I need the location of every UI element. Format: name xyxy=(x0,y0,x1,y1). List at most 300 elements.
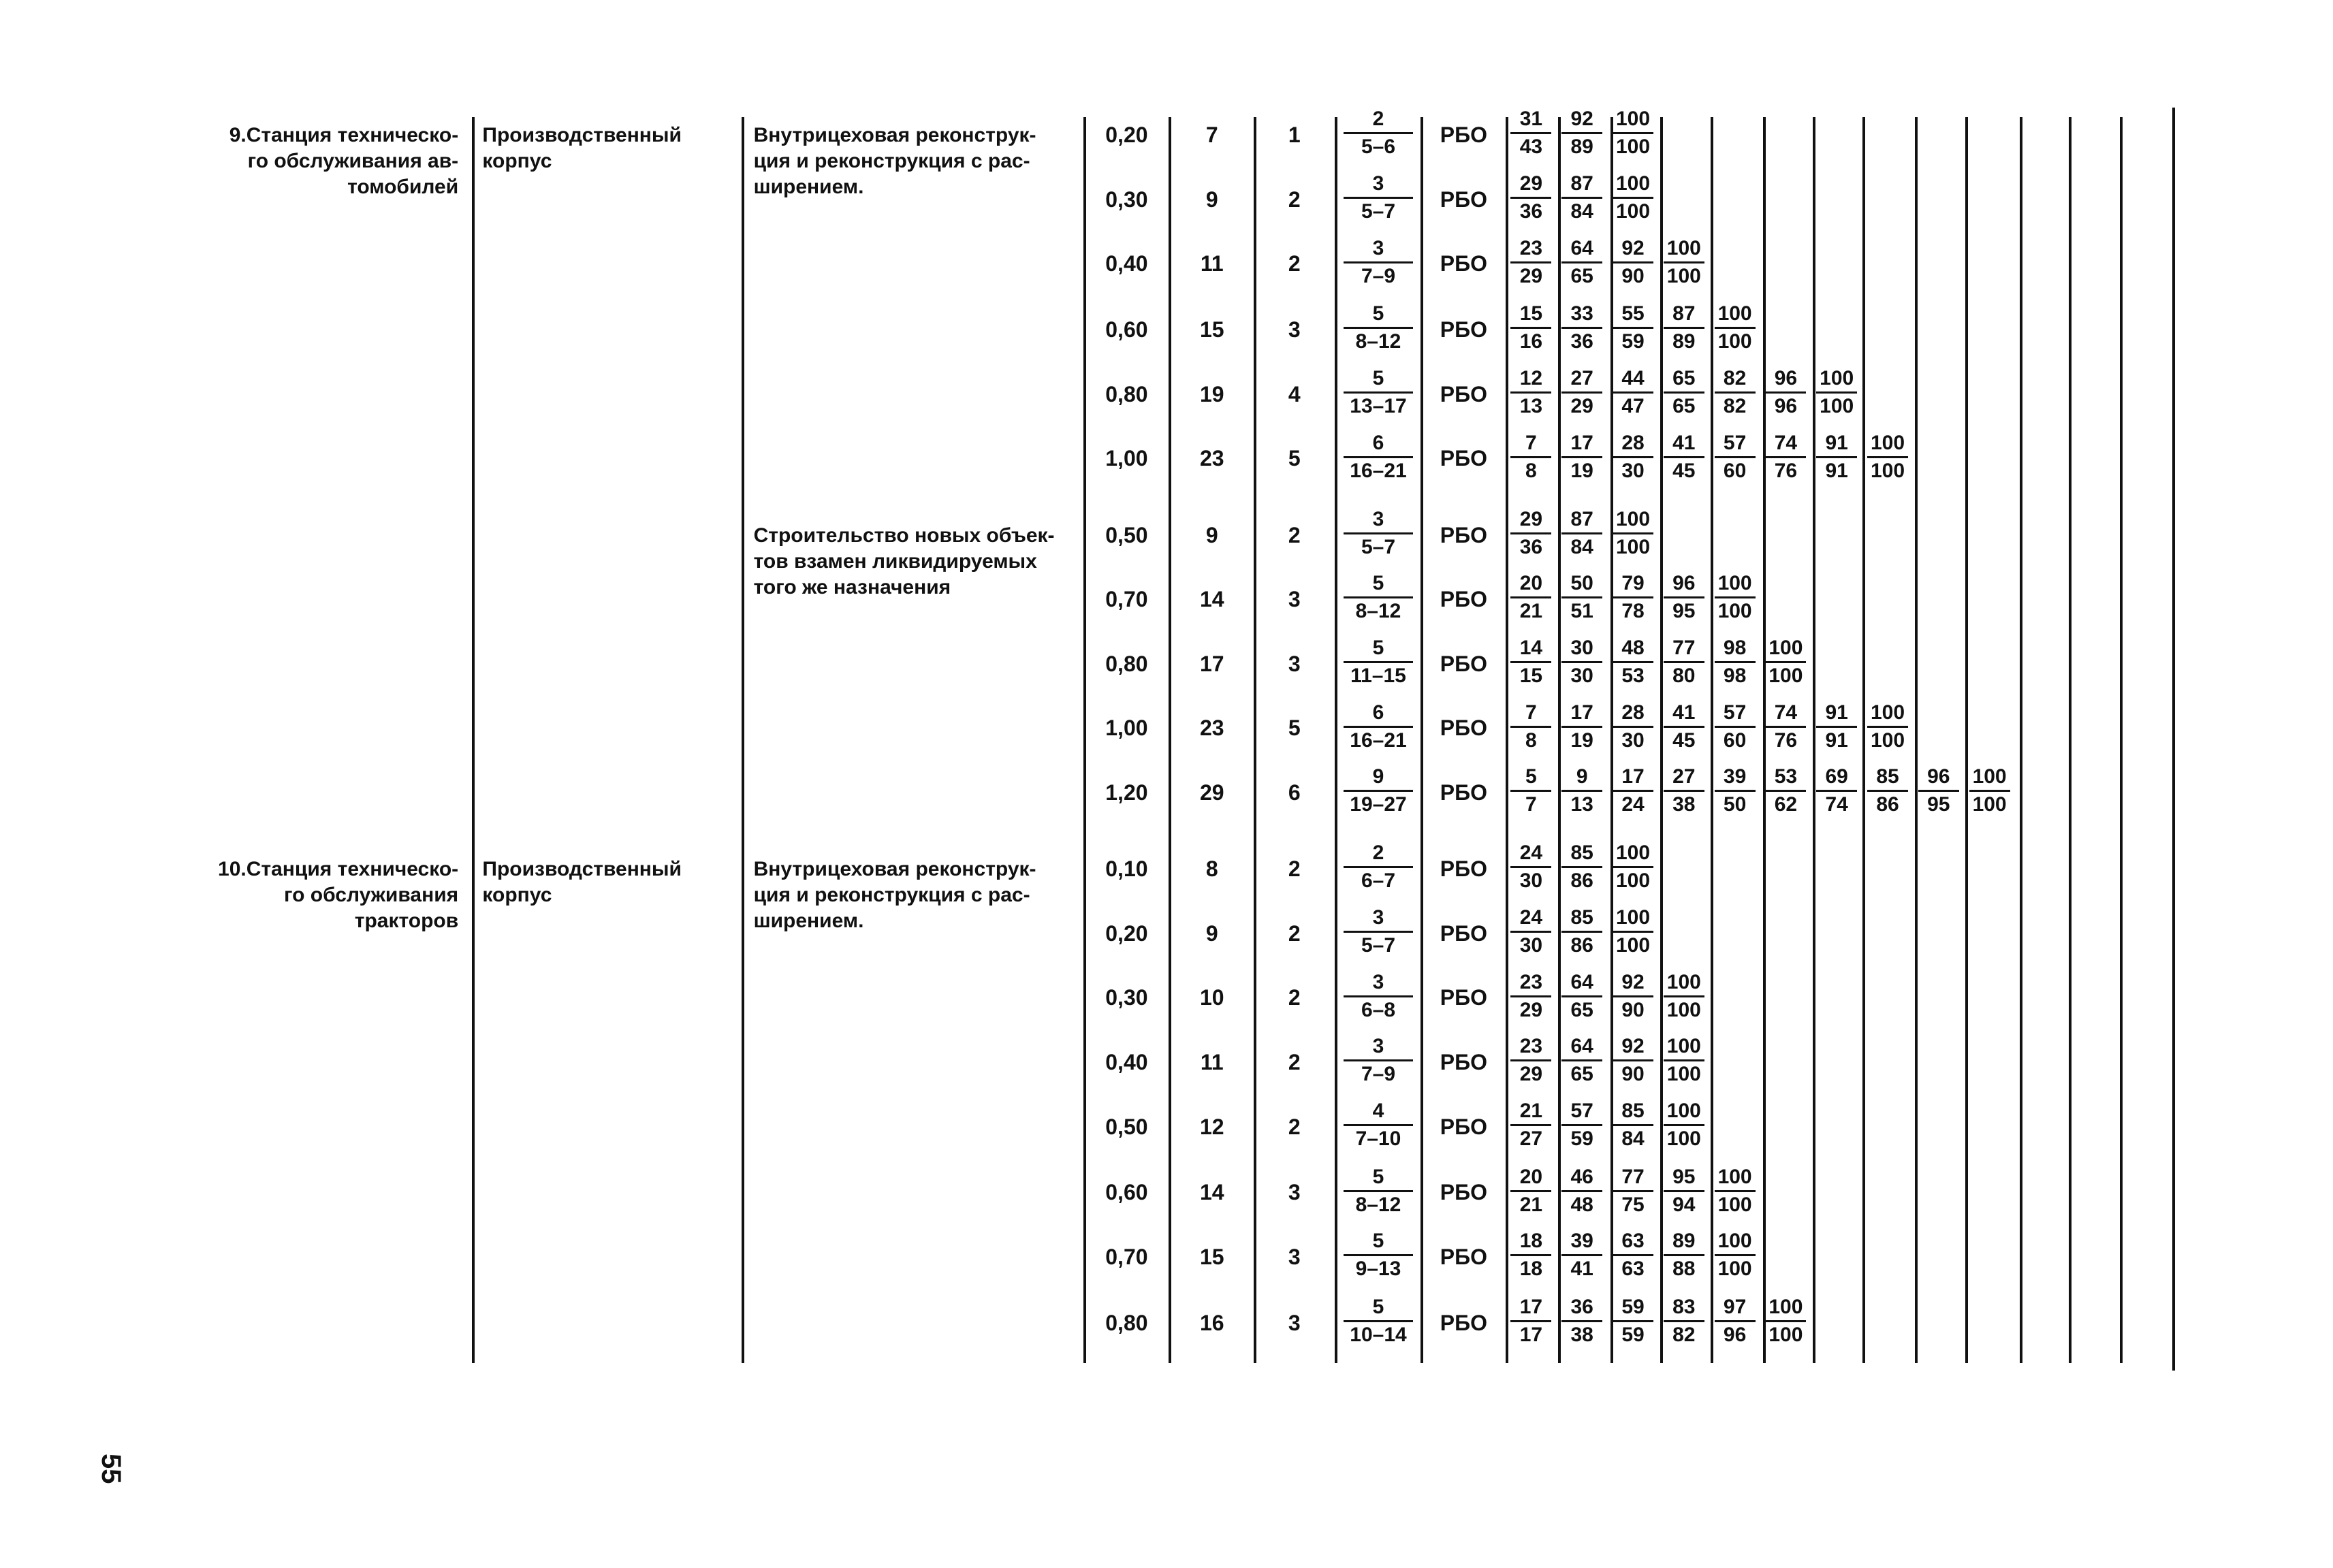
percent-denominator: 29 xyxy=(1519,1063,1543,1086)
percent-fraction xyxy=(1510,572,1551,623)
fraction-numerator: 2 xyxy=(1344,108,1412,134)
fraction-numerator: 3 xyxy=(1344,237,1412,263)
percent-denominator: 15 xyxy=(1519,665,1543,687)
fraction-numerator: 3 xyxy=(1344,508,1412,534)
capacity-cell: 0,70 xyxy=(1105,1245,1148,1269)
column-rule xyxy=(1711,117,1713,1363)
percent-numerator: 77 xyxy=(1664,637,1704,663)
fraction-denominator: 7–9 xyxy=(1361,1063,1396,1086)
column-rule xyxy=(1660,117,1663,1363)
percent-numerator: 27 xyxy=(1561,367,1602,394)
percent-numerator: 55 xyxy=(1613,302,1653,329)
percent-numerator: 87 xyxy=(1561,172,1602,199)
percent-fraction xyxy=(1561,701,1602,752)
percent-denominator: 89 xyxy=(1672,330,1696,353)
duration-fraction xyxy=(1344,1296,1412,1347)
building-type-line: Производственный xyxy=(482,858,682,881)
percent-fraction xyxy=(1816,367,1857,418)
capacity-cell: 0,70 xyxy=(1105,587,1148,612)
percent-denominator: 47 xyxy=(1621,395,1645,417)
duration-fraction xyxy=(1344,637,1412,688)
percent-denominator: 30 xyxy=(1519,934,1543,957)
percent-denominator: 30 xyxy=(1570,665,1593,687)
percent-denominator: 100 xyxy=(1666,1063,1701,1086)
percent-numerator: 64 xyxy=(1561,237,1602,263)
percent-numerator: 100 xyxy=(1715,572,1756,598)
percent-fraction xyxy=(1715,1230,1756,1281)
construction-type-line: Внутрицеховая реконструк- xyxy=(753,858,1036,881)
percent-denominator: 100 xyxy=(1717,1193,1752,1216)
percent-denominator: 90 xyxy=(1621,1063,1645,1086)
fraction-denominator: 16–21 xyxy=(1350,729,1407,752)
percent-numerator: 100 xyxy=(1613,906,1653,933)
capacity-cell: 0,50 xyxy=(1105,1114,1148,1139)
percent-numerator: 59 xyxy=(1613,1296,1653,1322)
percent-numerator: 100 xyxy=(1765,1296,1806,1322)
percent-numerator: 9 xyxy=(1561,765,1602,792)
percent-denominator: 62 xyxy=(1774,793,1798,816)
construction-type-line: ция и реконструкция с рас- xyxy=(753,150,1030,173)
percent-numerator: 29 xyxy=(1510,172,1551,199)
percent-fraction xyxy=(1613,1230,1653,1281)
percent-denominator: 90 xyxy=(1621,998,1645,1021)
category-cell: 2 xyxy=(1288,1114,1301,1139)
percent-fraction xyxy=(1664,971,1704,1022)
count-cell: 9 xyxy=(1205,522,1218,547)
percent-numerator: 96 xyxy=(1765,367,1806,394)
count-cell: 9 xyxy=(1205,187,1218,212)
percent-numerator: 74 xyxy=(1765,432,1806,458)
category-cell: 2 xyxy=(1288,187,1301,212)
percent-denominator: 100 xyxy=(1820,395,1854,417)
percent-fraction xyxy=(1969,765,2010,816)
count-cell: 11 xyxy=(1200,251,1224,276)
percent-denominator: 65 xyxy=(1570,998,1593,1021)
percent-fraction xyxy=(1715,765,1756,816)
percent-denominator: 60 xyxy=(1723,729,1747,752)
column-rule xyxy=(1915,117,1918,1363)
capacity-cell: 0,80 xyxy=(1105,651,1148,676)
code-cell: РБО xyxy=(1440,651,1487,676)
percent-fraction xyxy=(1765,432,1806,483)
category-cell: 2 xyxy=(1288,251,1301,276)
category-cell: 5 xyxy=(1288,716,1301,741)
percent-denominator: 13 xyxy=(1570,793,1593,816)
fraction-numerator: 5 xyxy=(1344,637,1412,663)
page-number: 55 xyxy=(96,1454,126,1484)
percent-fraction xyxy=(1613,1035,1653,1086)
duration-fraction xyxy=(1344,508,1412,559)
percent-numerator: 41 xyxy=(1664,701,1704,728)
percent-numerator: 77 xyxy=(1613,1166,1653,1192)
percent-numerator: 100 xyxy=(1613,108,1653,134)
fraction-denominator: 7–10 xyxy=(1355,1127,1401,1150)
construction-type-line: Строительство новых объек- xyxy=(753,524,1055,547)
percent-fraction xyxy=(1510,906,1551,957)
category-cell: 6 xyxy=(1288,780,1301,805)
percent-denominator: 8 xyxy=(1525,729,1537,752)
percent-fraction xyxy=(1510,971,1551,1022)
percent-denominator: 100 xyxy=(1717,330,1752,353)
percent-denominator: 100 xyxy=(1666,264,1701,287)
percent-fraction xyxy=(1664,367,1704,418)
fraction-denominator: 16–21 xyxy=(1350,459,1407,482)
percent-denominator: 30 xyxy=(1621,459,1645,482)
duration-fraction xyxy=(1344,906,1412,957)
column-rule xyxy=(2069,117,2072,1363)
percent-fraction xyxy=(1561,1296,1602,1347)
capacity-cell: 0,40 xyxy=(1105,251,1148,276)
percent-denominator: 48 xyxy=(1570,1193,1593,1216)
percent-denominator: 36 xyxy=(1570,330,1593,353)
code-cell: РБО xyxy=(1440,251,1487,276)
fraction-numerator: 2 xyxy=(1344,842,1412,868)
category-cell: 2 xyxy=(1288,985,1301,1010)
duration-fraction xyxy=(1344,1035,1412,1086)
percent-numerator: 92 xyxy=(1613,971,1653,997)
percent-numerator: 17 xyxy=(1510,1296,1551,1322)
percent-denominator: 36 xyxy=(1519,535,1543,558)
capacity-cell: 0,60 xyxy=(1105,1180,1148,1205)
percent-numerator: 100 xyxy=(1969,765,2010,792)
duration-fraction xyxy=(1344,367,1412,418)
construction-type-line: Внутрицеховая реконструк- xyxy=(753,124,1036,147)
percent-numerator: 57 xyxy=(1715,432,1756,458)
duration-fraction xyxy=(1344,302,1412,353)
capacity-cell: 0,30 xyxy=(1105,985,1148,1010)
duration-fraction xyxy=(1344,172,1412,223)
percent-denominator: 91 xyxy=(1825,459,1848,482)
code-cell: РБО xyxy=(1440,1310,1487,1335)
percent-fraction xyxy=(1613,367,1653,418)
capacity-cell: 0,20 xyxy=(1105,921,1148,946)
object-name-line: 9.Станция техническо- xyxy=(229,124,459,147)
percent-fraction xyxy=(1765,765,1806,816)
percent-denominator: 50 xyxy=(1723,793,1747,816)
percent-numerator: 15 xyxy=(1510,302,1551,329)
percent-numerator: 39 xyxy=(1715,765,1756,792)
percent-denominator: 59 xyxy=(1621,330,1645,353)
count-cell: 23 xyxy=(1200,716,1224,741)
percent-denominator: 60 xyxy=(1723,459,1747,482)
percent-fraction xyxy=(1561,367,1602,418)
percent-denominator: 45 xyxy=(1672,459,1696,482)
percent-fraction xyxy=(1510,108,1551,159)
capacity-cell: 0,80 xyxy=(1105,381,1148,406)
fraction-denominator: 7–9 xyxy=(1361,264,1396,287)
percent-fraction xyxy=(1561,1166,1602,1217)
category-cell: 2 xyxy=(1288,1050,1301,1074)
percent-fraction xyxy=(1664,1230,1704,1281)
percent-fraction xyxy=(1816,765,1857,816)
capacity-cell: 1,20 xyxy=(1105,780,1148,805)
percent-fraction xyxy=(1613,906,1653,957)
fraction-numerator: 3 xyxy=(1344,971,1412,997)
percent-fraction xyxy=(1561,1035,1602,1086)
capacity-cell: 0,60 xyxy=(1105,317,1148,342)
percent-fraction xyxy=(1613,108,1653,159)
percent-numerator: 74 xyxy=(1765,701,1806,728)
percent-denominator: 86 xyxy=(1876,793,1899,816)
percent-numerator: 85 xyxy=(1561,906,1602,933)
percent-fraction xyxy=(1561,906,1602,957)
percent-numerator: 65 xyxy=(1664,367,1704,394)
percent-denominator: 86 xyxy=(1570,869,1593,893)
column-rule xyxy=(1813,117,1815,1363)
percent-fraction xyxy=(1510,765,1551,816)
percent-denominator: 82 xyxy=(1672,1324,1696,1346)
percent-fraction xyxy=(1561,572,1602,623)
percent-numerator: 63 xyxy=(1613,1230,1653,1256)
fraction-numerator: 5 xyxy=(1344,1230,1412,1256)
percent-fraction xyxy=(1561,237,1602,288)
percent-fraction xyxy=(1510,1035,1551,1086)
percent-fraction xyxy=(1613,1166,1653,1217)
percent-fraction xyxy=(1561,508,1602,559)
object-name-line: томобилей xyxy=(347,176,459,199)
percent-denominator: 30 xyxy=(1621,729,1645,752)
percent-denominator: 91 xyxy=(1825,729,1848,752)
count-cell: 11 xyxy=(1200,1050,1224,1074)
percent-fraction xyxy=(1664,701,1704,752)
count-cell: 15 xyxy=(1200,1245,1224,1269)
percent-denominator: 100 xyxy=(1870,459,1905,482)
category-cell: 3 xyxy=(1288,1180,1301,1205)
code-cell: РБО xyxy=(1440,1114,1487,1139)
capacity-cell: 0,80 xyxy=(1105,1310,1148,1335)
percent-numerator: 85 xyxy=(1561,842,1602,868)
percent-numerator: 100 xyxy=(1715,1230,1756,1256)
count-cell: 12 xyxy=(1200,1114,1224,1139)
percent-fraction xyxy=(1613,572,1653,623)
percent-numerator: 7 xyxy=(1510,432,1551,458)
percent-numerator: 46 xyxy=(1561,1166,1602,1192)
percent-denominator: 100 xyxy=(1615,869,1651,893)
percent-fraction xyxy=(1613,508,1653,559)
fraction-numerator: 5 xyxy=(1344,367,1412,394)
percent-fraction xyxy=(1561,432,1602,483)
percent-numerator: 7 xyxy=(1510,701,1551,728)
percent-numerator: 17 xyxy=(1561,701,1602,728)
capacity-cell: 1,00 xyxy=(1105,716,1148,741)
code-cell: РБО xyxy=(1440,317,1487,342)
percent-numerator: 85 xyxy=(1613,1100,1653,1126)
fraction-numerator: 9 xyxy=(1344,765,1412,792)
percent-fraction xyxy=(1613,172,1653,223)
percent-denominator: 16 xyxy=(1519,330,1543,353)
percent-numerator: 20 xyxy=(1510,1166,1551,1192)
category-cell: 2 xyxy=(1288,921,1301,946)
percent-numerator: 100 xyxy=(1765,637,1806,663)
object-name xyxy=(177,123,459,200)
percent-numerator: 92 xyxy=(1613,237,1653,263)
count-cell: 29 xyxy=(1200,780,1224,805)
percent-fraction xyxy=(1715,367,1756,418)
percent-fraction xyxy=(1664,237,1704,288)
percent-denominator: 27 xyxy=(1519,1127,1543,1150)
percent-fraction xyxy=(1510,302,1551,353)
percent-numerator: 57 xyxy=(1561,1100,1602,1126)
percent-numerator: 17 xyxy=(1561,432,1602,458)
duration-fraction xyxy=(1344,765,1412,816)
count-cell: 23 xyxy=(1200,446,1224,471)
percent-denominator: 7 xyxy=(1525,793,1537,816)
duration-fraction xyxy=(1344,108,1412,159)
percent-denominator: 43 xyxy=(1519,135,1543,159)
column-rule xyxy=(1506,117,1508,1363)
fraction-denominator: 6–8 xyxy=(1361,998,1396,1021)
percent-denominator: 95 xyxy=(1672,600,1696,623)
percent-numerator: 91 xyxy=(1816,432,1857,458)
count-cell: 17 xyxy=(1200,651,1224,676)
percent-denominator: 98 xyxy=(1723,665,1747,687)
fraction-denominator: 8–12 xyxy=(1355,330,1401,353)
percent-denominator: 29 xyxy=(1519,264,1543,287)
percent-denominator: 30 xyxy=(1519,869,1543,893)
percent-numerator: 87 xyxy=(1664,302,1704,329)
duration-fraction xyxy=(1344,842,1412,893)
percent-denominator: 84 xyxy=(1570,200,1593,223)
column-rule xyxy=(1965,117,1968,1363)
percent-denominator: 53 xyxy=(1621,665,1645,687)
percent-numerator: 50 xyxy=(1561,572,1602,598)
percent-numerator: 28 xyxy=(1613,432,1653,458)
construction-type-line: ция и реконструкция с рас- xyxy=(753,884,1030,907)
percent-denominator: 65 xyxy=(1570,1063,1593,1086)
percent-fraction xyxy=(1510,1230,1551,1281)
column-rule xyxy=(1335,117,1337,1363)
code-cell: РБО xyxy=(1440,780,1487,805)
percent-numerator: 24 xyxy=(1510,906,1551,933)
percent-denominator: 100 xyxy=(1768,1324,1803,1346)
percent-numerator: 28 xyxy=(1613,701,1653,728)
fraction-denominator: 9–13 xyxy=(1355,1258,1401,1281)
column-rule xyxy=(1169,117,1171,1363)
percent-denominator: 96 xyxy=(1723,1324,1747,1346)
percent-numerator: 89 xyxy=(1664,1230,1704,1256)
code-cell: РБО xyxy=(1440,446,1487,471)
count-cell: 19 xyxy=(1200,381,1224,406)
fraction-numerator: 6 xyxy=(1344,701,1412,728)
fraction-denominator: 8–12 xyxy=(1355,1193,1401,1216)
percent-denominator: 95 xyxy=(1927,793,1950,816)
column-rule xyxy=(472,117,475,1363)
fraction-denominator: 8–12 xyxy=(1355,600,1401,623)
percent-fraction xyxy=(1664,432,1704,483)
percent-denominator: 78 xyxy=(1621,600,1645,623)
percent-numerator: 20 xyxy=(1510,572,1551,598)
fraction-numerator: 6 xyxy=(1344,432,1412,458)
percent-denominator: 65 xyxy=(1570,264,1593,287)
percent-fraction xyxy=(1664,1166,1704,1217)
object-name-line: тракторов xyxy=(354,910,459,933)
code-cell: РБО xyxy=(1440,587,1487,612)
duration-fraction xyxy=(1344,237,1412,288)
category-cell: 2 xyxy=(1288,857,1301,882)
percent-numerator: 79 xyxy=(1613,572,1653,598)
percent-fraction xyxy=(1765,367,1806,418)
count-cell: 7 xyxy=(1205,123,1218,148)
percent-denominator: 80 xyxy=(1672,665,1696,687)
column-rule xyxy=(1254,117,1256,1363)
fraction-denominator: 5–7 xyxy=(1361,934,1396,957)
percent-denominator: 59 xyxy=(1570,1127,1593,1150)
percent-denominator: 29 xyxy=(1519,998,1543,1021)
code-cell: РБО xyxy=(1440,522,1487,547)
fraction-numerator: 3 xyxy=(1344,1035,1412,1061)
column-rule xyxy=(1862,117,1865,1363)
percent-numerator: 14 xyxy=(1510,637,1551,663)
percent-numerator: 69 xyxy=(1816,765,1857,792)
percent-denominator: 74 xyxy=(1825,793,1848,816)
percent-denominator: 75 xyxy=(1621,1193,1645,1216)
code-cell: РБО xyxy=(1440,985,1487,1010)
percent-numerator: 39 xyxy=(1561,1230,1602,1256)
percent-denominator: 100 xyxy=(1666,998,1701,1021)
percent-fraction xyxy=(1510,367,1551,418)
percent-fraction xyxy=(1816,432,1857,483)
percent-denominator: 86 xyxy=(1570,934,1593,957)
count-cell: 10 xyxy=(1200,985,1224,1010)
percent-numerator: 23 xyxy=(1510,237,1551,263)
percent-fraction xyxy=(1918,765,1959,816)
percent-numerator: 100 xyxy=(1867,432,1908,458)
percent-fraction xyxy=(1613,842,1653,893)
percent-denominator: 19 xyxy=(1570,729,1593,752)
percent-denominator: 45 xyxy=(1672,729,1696,752)
percent-numerator: 23 xyxy=(1510,1035,1551,1061)
percent-fraction xyxy=(1664,1296,1704,1347)
percent-numerator: 44 xyxy=(1613,367,1653,394)
percent-numerator: 33 xyxy=(1561,302,1602,329)
code-cell: РБО xyxy=(1440,716,1487,741)
column-rule xyxy=(2120,117,2123,1363)
percent-denominator: 94 xyxy=(1672,1193,1696,1216)
duration-fraction xyxy=(1344,572,1412,623)
code-cell: РБО xyxy=(1440,381,1487,406)
duration-fraction xyxy=(1344,1166,1412,1217)
count-cell: 14 xyxy=(1200,587,1224,612)
code-cell: РБО xyxy=(1440,1245,1487,1269)
percent-denominator: 51 xyxy=(1570,600,1593,623)
capacity-cell: 0,50 xyxy=(1105,522,1148,547)
percent-fraction xyxy=(1765,637,1806,688)
percent-denominator: 13 xyxy=(1519,395,1543,417)
percent-fraction xyxy=(1664,302,1704,353)
category-cell: 5 xyxy=(1288,446,1301,471)
percent-denominator: 24 xyxy=(1621,793,1645,816)
capacity-cell: 0,30 xyxy=(1105,187,1148,212)
percent-fraction xyxy=(1613,637,1653,688)
count-cell: 14 xyxy=(1200,1180,1224,1205)
percent-denominator: 100 xyxy=(1870,729,1905,752)
percent-fraction xyxy=(1715,572,1756,623)
percent-fraction xyxy=(1664,1100,1704,1151)
percent-fraction xyxy=(1867,701,1908,752)
percent-numerator: 100 xyxy=(1715,1166,1756,1192)
fraction-numerator: 5 xyxy=(1344,1296,1412,1322)
percent-numerator: 21 xyxy=(1510,1100,1551,1126)
percent-denominator: 17 xyxy=(1519,1324,1543,1346)
object-name-line: го обслуживания xyxy=(284,884,459,907)
percent-numerator: 100 xyxy=(1867,701,1908,728)
percent-fraction xyxy=(1867,765,1908,816)
percent-numerator: 100 xyxy=(1715,302,1756,329)
percent-denominator: 21 xyxy=(1519,600,1543,623)
percent-numerator: 92 xyxy=(1613,1035,1653,1061)
column-rule xyxy=(1421,117,1423,1363)
percent-denominator: 100 xyxy=(1615,200,1651,223)
